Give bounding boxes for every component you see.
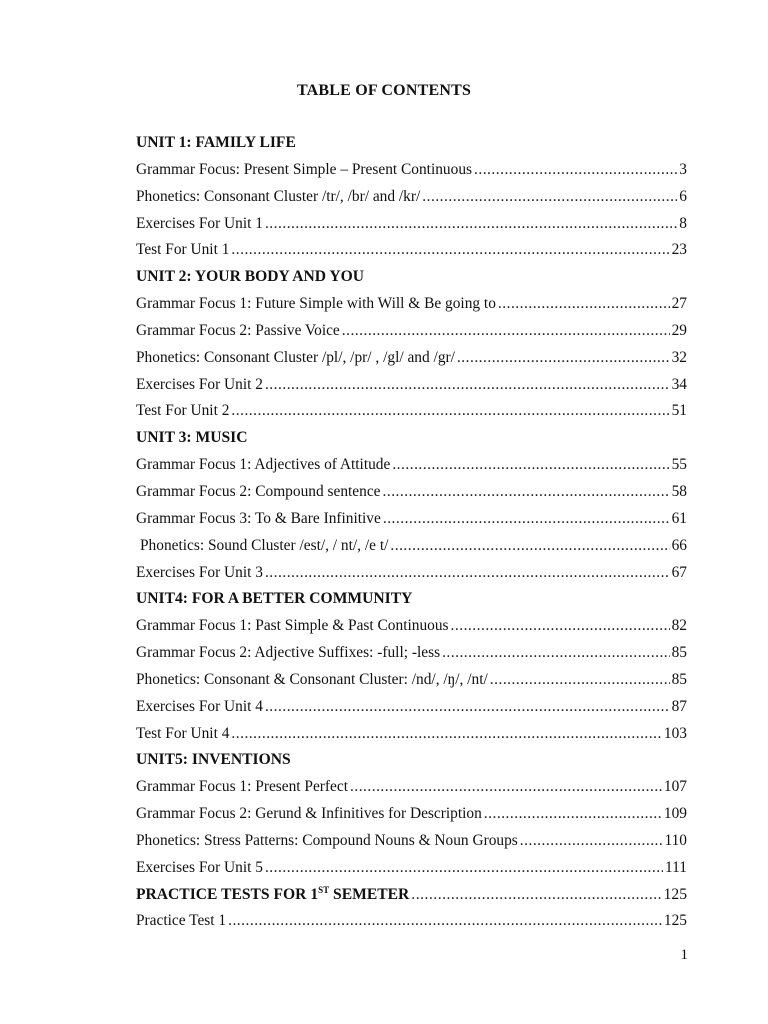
toc-entry (136, 533, 687, 560)
toc-leader-dots (265, 211, 677, 238)
toc-entry (136, 560, 687, 587)
toc-leader-dots (231, 398, 669, 425)
page-number: 1 (680, 947, 688, 963)
toc-entry-page: 61 (671, 509, 687, 527)
toc-entry-label: Exercises For Unit 5 (136, 858, 263, 876)
toc-leader-dots (265, 372, 670, 399)
toc-entry-page: 125 (663, 885, 687, 903)
toc-entry (136, 157, 687, 184)
toc-leader-dots (265, 694, 670, 721)
toc-entry (136, 828, 687, 855)
toc-entry-page: 32 (671, 348, 687, 366)
toc-entry-label: Grammar Focus 3: To & Bare Infinitive (136, 509, 381, 527)
toc-entry-label: Exercises For Unit 4 (136, 697, 263, 715)
toc-leader-dots (411, 882, 661, 909)
toc-entry-page: 6 (679, 187, 687, 205)
toc-entry-page: 103 (663, 724, 687, 742)
toc-entry-page: 51 (671, 402, 687, 420)
toc-entry-page: 23 (671, 241, 687, 259)
toc-leader-dots (390, 533, 669, 560)
toc-entry-label: Test For Unit 1 (136, 241, 230, 259)
practice-label-text: PRACTICE TESTS FOR 1 (136, 885, 319, 903)
toc-heading-label: UNIT 1: FAMILY LIFE (136, 134, 296, 151)
toc-entry (136, 694, 687, 721)
ordinal-suffix: ST (318, 884, 330, 895)
toc-heading-label: UNIT 3: MUSIC (136, 429, 248, 447)
toc-entry (136, 855, 687, 882)
toc-leader-dots (231, 721, 662, 748)
toc-entry-page: 82 (671, 617, 687, 635)
toc-practice-label (136, 882, 409, 909)
toc-entry (136, 452, 687, 479)
toc-entry-page: 85 (671, 644, 687, 662)
toc-entry-label: Grammar Focus 1: Adjectives of Attitude (136, 456, 391, 474)
toc-leader-dots (457, 345, 670, 372)
toc-heading-label: UNIT 2: YOUR BODY AND YOU (136, 268, 364, 286)
toc-entry (136, 345, 687, 372)
toc-entry-label: Grammar Focus 1: Present Perfect (136, 778, 348, 796)
toc-entry-page: 67 (671, 563, 687, 581)
toc-entry (136, 237, 687, 264)
toc-entry (136, 908, 687, 935)
toc-entry-page: 27 (671, 295, 687, 313)
toc-leader-dots (265, 560, 670, 587)
toc-entry-label: Phonetics: Stress Patterns: Compound Nouns & Noun Groups (136, 831, 518, 849)
toc-leader-dots (383, 479, 670, 506)
toc-heading (136, 586, 687, 613)
toc-entry (136, 667, 687, 694)
toc-entry-label: Grammar Focus 1: Future Simple with Will & Be going to (136, 295, 496, 313)
toc-entry (136, 291, 687, 318)
toc-heading (136, 264, 687, 291)
toc-entry (136, 640, 687, 667)
toc-entry-label: Test For Unit 2 (136, 402, 230, 420)
toc-entry (136, 506, 687, 533)
toc-entry-page: 125 (663, 912, 687, 930)
toc-entry-label: Grammar Focus 2: Adjective Suffixes: -full; -less (136, 644, 441, 662)
toc-entry-page: 66 (671, 536, 687, 554)
toc-leader-dots (498, 291, 670, 318)
toc-heading (136, 130, 687, 157)
toc-entry (136, 398, 687, 425)
toc-heading (136, 425, 687, 452)
toc-entry-page: 8 (679, 214, 687, 232)
toc-entry-label: Test For Unit 4 (136, 724, 230, 742)
toc-entry-label: Grammar Focus 2: Compound sentence (136, 482, 381, 500)
toc-heading-label: UNIT4: FOR A BETTER COMMUNITY (136, 590, 413, 608)
toc-leader-dots (490, 667, 670, 694)
toc-entry (136, 721, 687, 748)
toc-entry-label: Phonetics: Consonant Cluster /tr/, /br/ and /kr/ (136, 187, 421, 205)
toc-entry-label: Phonetics: Consonant Cluster /pl/, /pr/ , /gl/ and /gr/ (136, 348, 455, 366)
toc-practice-heading (136, 882, 687, 909)
toc-entry-page: 110 (664, 831, 687, 849)
toc-entry (136, 184, 687, 211)
toc-entry-label: Grammar Focus 2: Gerund & Infinitives for Description (136, 805, 482, 823)
toc-entry-page: 109 (663, 805, 687, 823)
toc-entry (136, 801, 687, 828)
toc-entry-label: Exercises For Unit 2 (136, 375, 263, 393)
toc-entry-label: Grammar Focus 1: Past Simple & Past Continuous (136, 617, 449, 635)
toc-leader-dots (383, 506, 670, 533)
toc-title: TABLE OF CONTENTS (296, 82, 472, 99)
toc-entry (136, 774, 687, 801)
toc-entry (136, 211, 687, 238)
toc-entry-page: 55 (671, 456, 687, 474)
toc-entry (136, 318, 687, 345)
toc-entry-page: 85 (671, 670, 687, 688)
toc-leader-dots (231, 237, 669, 264)
toc-leader-dots (520, 828, 663, 855)
toc-entry-label: Grammar Focus: Present Simple – Present Continuous (136, 160, 473, 178)
toc-entry-page: 58 (671, 482, 687, 500)
toc-leader-dots (228, 908, 662, 935)
toc-leader-dots (342, 318, 670, 345)
toc-entry-page: 111 (665, 858, 687, 876)
toc-leader-dots (392, 452, 669, 479)
toc-entry-label: Grammar Focus 2: Passive Voice (136, 321, 340, 339)
toc-entry-label: Exercises For Unit 1 (136, 214, 263, 232)
toc-leader-dots (350, 774, 662, 801)
toc-leader-dots (422, 184, 677, 211)
toc-entry-label: Phonetics: Sound Cluster /est/, / nt/, /e t/ (140, 536, 389, 554)
toc-entry (136, 613, 687, 640)
toc-leader-dots (442, 640, 670, 667)
toc-entry-page: 87 (671, 697, 687, 715)
toc-heading (136, 747, 687, 774)
toc-entry-page: 29 (671, 321, 687, 339)
toc-entry-label: Exercises For Unit 3 (136, 563, 263, 581)
toc-leader-dots (265, 855, 663, 882)
toc-entry-page: 34 (671, 375, 687, 393)
toc-entry-label: Phonetics: Consonant & Consonant Cluster: /nd/, /ŋ/, /nt/ (136, 670, 488, 688)
toc-entry-page: 3 (679, 160, 687, 178)
toc-leader-dots (474, 157, 677, 184)
toc-leader-dots (484, 801, 662, 828)
toc-heading-label: UNIT5: INVENTIONS (136, 751, 291, 769)
toc-entry (136, 479, 687, 506)
toc-leader-dots (451, 613, 670, 640)
toc-list (136, 130, 687, 935)
toc-entry-page: 107 (663, 778, 687, 796)
toc-entry-label: Practice Test 1 (136, 912, 227, 930)
practice-label-text-end: SEMETER (329, 885, 410, 903)
toc-entry (136, 372, 687, 399)
